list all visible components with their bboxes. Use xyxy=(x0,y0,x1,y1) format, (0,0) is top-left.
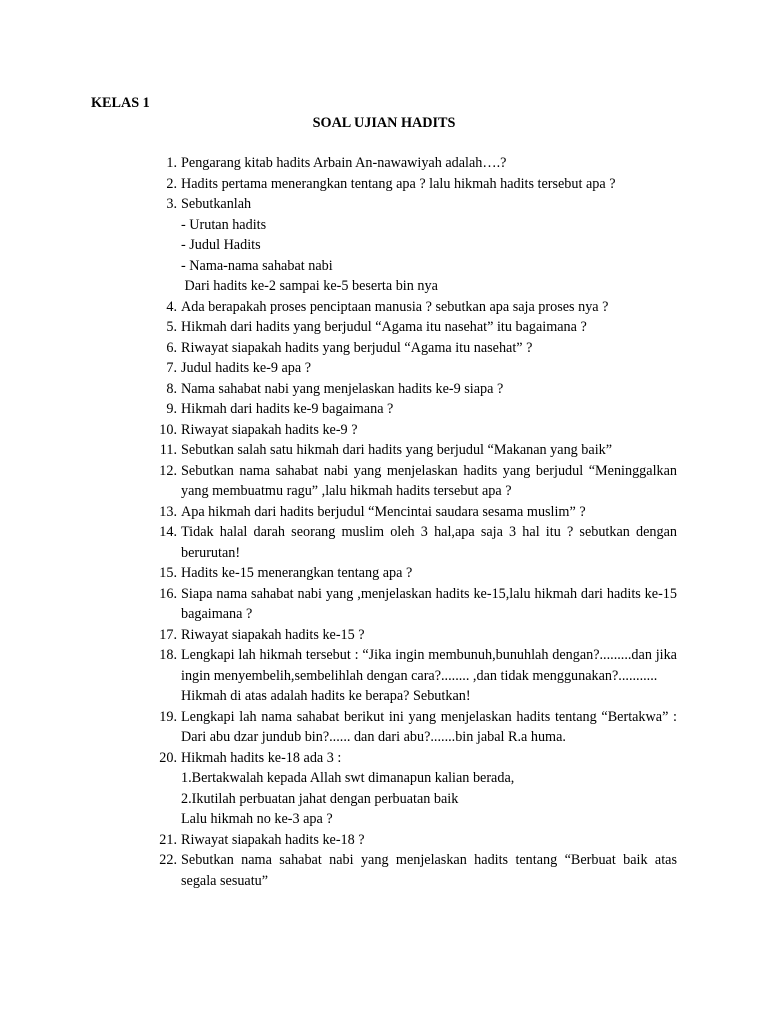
question-item xyxy=(159,420,677,441)
question-number: 13. xyxy=(159,503,177,520)
question-number: 17. xyxy=(159,626,177,643)
question-item xyxy=(159,522,677,563)
question-text: Hadits pertama menerangkan tentang apa ? lalu hikmah hadits tersebut apa ? xyxy=(181,175,616,192)
question-item xyxy=(159,502,677,523)
question-number: 16. xyxy=(159,585,177,602)
question-number: 20. xyxy=(159,749,177,766)
question-text: Hikmah dari hadits yang berjudul “Agama itu nasehat” itu bagaimana ? xyxy=(181,319,587,335)
question-item xyxy=(159,563,677,584)
question-item xyxy=(166,358,677,379)
question-item xyxy=(159,625,677,646)
question-number: 1. xyxy=(166,155,177,171)
question-number: 6. xyxy=(166,339,177,356)
page-title xyxy=(0,113,768,133)
question-number: 7. xyxy=(166,360,177,376)
question-text: Tidak halal darah seorang muslim oleh 3 hal,apa saja 3 hal itu ? sebutkan dengan berurutan! xyxy=(181,524,677,561)
question-text: Ada berapakah proses penciptaan manusia ? sebutkan apa saja proses nya ? xyxy=(181,298,609,315)
question-text: Lengkapi lah nama sahabat berikut ini yang menjelaskan hadits tentang “Bertakwa” : Dari abu dzar jundub bin?...... dan dari abu?.......bin jabal R.a huma. xyxy=(181,708,677,745)
question-item xyxy=(166,338,677,359)
question-sub-line: - Nama-nama sahabat nabi xyxy=(181,257,333,274)
question-sub-line: - Judul Hadits xyxy=(181,237,261,253)
question-item xyxy=(159,440,677,461)
question-number: 9. xyxy=(166,401,177,417)
question-item xyxy=(166,317,677,338)
question-item xyxy=(159,707,677,748)
question-item xyxy=(166,297,677,318)
question-item xyxy=(159,748,677,830)
question-item xyxy=(166,194,677,297)
question-text: Lengkapi lah hikmah tersebut : “Jika ingin membunuh,bunuhlah dengan?.........dan jika ingin menyembelih,sembelihlah dengan cara?........ ,dan tidak menggunakan?........... xyxy=(181,647,677,684)
question-text: Sebutkan nama sahabat nabi yang menjelaskan hadits yang berjudul “Meninggalkan yang membuatmu ragu” ,lalu hikmah hadits tersebut apa ? xyxy=(181,462,677,499)
question-number: 19. xyxy=(159,708,177,725)
question-number: 14. xyxy=(159,524,177,540)
question-text: Sebutkan salah satu hikmah dari hadits yang berjudul “Makanan yang baik” xyxy=(181,442,613,458)
question-text: Hadits ke-15 menerangkan tentang apa ? xyxy=(181,565,413,581)
question-text: Nama sahabat nabi yang menjelaskan hadits ke-9 siapa ? xyxy=(181,380,504,397)
question-item xyxy=(159,830,677,851)
class-label: KELAS 1 xyxy=(91,95,150,111)
question-sub-line: Lalu hikmah no ke-3 apa ? xyxy=(181,811,333,827)
question-sub-line: Hikmah di atas adalah hadits ke berapa? Sebutkan! xyxy=(181,688,471,704)
question-text: Riwayat siapakah hadits ke-15 ? xyxy=(181,626,365,643)
question-sub-line: - Urutan hadits xyxy=(181,216,267,233)
question-item xyxy=(159,584,677,625)
question-number: 3. xyxy=(166,196,177,212)
question-sub-line: Dari hadits ke-2 sampai ke-5 beserta bin nya xyxy=(181,278,438,294)
question-text: Riwayat siapakah hadits ke-9 ? xyxy=(181,421,358,438)
page-title-text: SOAL UJIAN HADITS xyxy=(312,115,456,131)
question-text: Riwayat siapakah hadits yang berjudul “Agama itu nasehat” ? xyxy=(181,339,533,356)
question-text: Apa hikmah dari hadits berjudul “Mencintai saudara sesama muslim” ? xyxy=(181,503,586,520)
question-item xyxy=(166,399,677,420)
question-text: Hikmah hadits ke-18 ada 3 : xyxy=(181,749,342,766)
question-item xyxy=(166,153,677,174)
question-text: Judul hadits ke-9 apa ? xyxy=(181,360,312,376)
question-text: Riwayat siapakah hadits ke-18 ? xyxy=(181,831,365,848)
question-item xyxy=(159,850,677,891)
question-item xyxy=(159,645,677,707)
question-text: Hikmah dari hadits ke-9 bagaimana ? xyxy=(181,401,394,417)
question-list xyxy=(159,153,677,891)
question-number: 4. xyxy=(166,298,177,315)
question-text: Sebutkanlah xyxy=(181,196,252,212)
question-number: 18. xyxy=(159,647,177,663)
question-number: 21. xyxy=(159,831,177,848)
question-sub-line: 1.Bertakwalah kepada Allah swt dimanapun kalian berada, xyxy=(181,770,515,786)
question-text: Sebutkan nama sahabat nabi yang menjelaskan hadits tentang “Berbuat baik atas segala sesuatu” xyxy=(181,852,677,889)
question-number: 22. xyxy=(159,852,177,868)
question-number: 5. xyxy=(166,319,177,335)
question-number: 15. xyxy=(159,565,177,581)
question-item xyxy=(166,379,677,400)
question-sub-line: 2.Ikutilah perbuatan jahat dengan perbuatan baik xyxy=(181,790,459,807)
question-number: 11. xyxy=(159,442,177,458)
question-number: 10. xyxy=(159,421,177,438)
question-item xyxy=(166,174,677,195)
question-item xyxy=(159,461,677,502)
question-number: 12. xyxy=(159,462,177,479)
question-number: 2. xyxy=(166,175,177,192)
question-text: Pengarang kitab hadits Arbain An-nawawiyah adalah….? xyxy=(181,155,507,171)
question-number: 8. xyxy=(166,380,177,397)
question-text: Siapa nama sahabat nabi yang ,menjelaskan hadits ke-15,lalu hikmah dari hadits ke-15 bagaimana ? xyxy=(181,585,677,622)
